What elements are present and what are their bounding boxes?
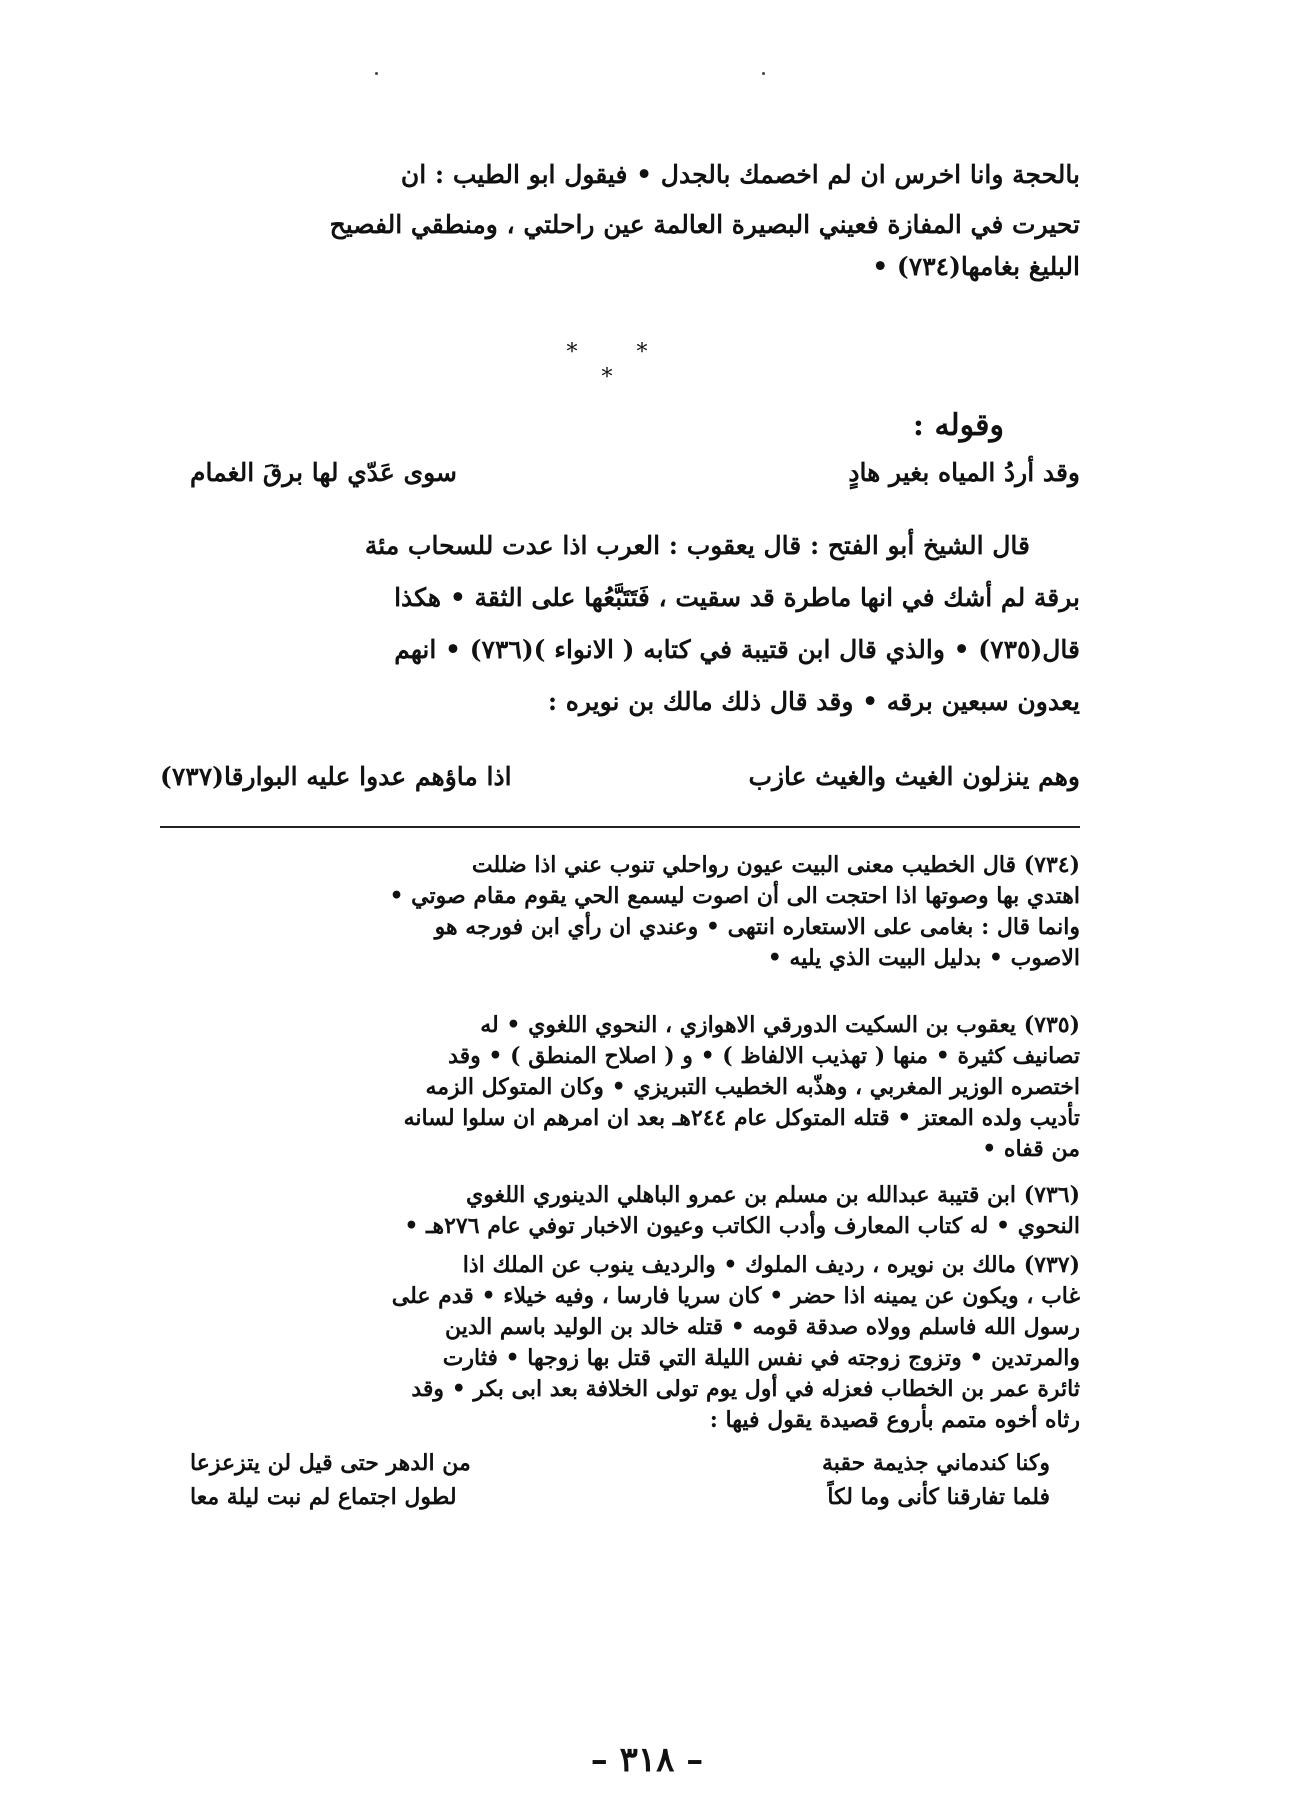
footnote-verse: [190, 1450, 1050, 1482]
footnote-line: (٧٣٥) يعقوب بن السكيت الدورقي الاهوازي ، النحوي اللغوي • له: [480, 1012, 1080, 1038]
footnote-line: رسول الله فاسلم وولاه صدقة قومه • قتله خالد بن الوليد باسم الدين: [444, 1314, 1080, 1340]
footnote-line: والمرتدين • وتزوج زوجته في نفس الليلة التي قتل بها زوجها • فثارت: [442, 1345, 1080, 1371]
text-line: تحيرت في المفازة فعيني البصيرة العالمة عين راحلتي ، ومنطقي الفصيح: [329, 210, 1080, 239]
footnote-line: النحوي • له كتاب المعارف وأدب الكاتب وعيون الاخبار توفي عام ٢٧٦هـ •: [404, 1213, 1080, 1239]
footnote-line: (٧٣٧) مالك بن نويره ، رديف الملوك • والرديف ينوب عن الملك اذا: [462, 1252, 1080, 1278]
verse-second-hemistich: من الدهر حتى قيل لن يتزعزعا: [190, 1450, 471, 1476]
footnote: [160, 850, 1080, 974]
text-line: بالحجة وانا اخرس ان لم اخصمك بالجدل • فيقول ابو الطيب : ان: [400, 160, 1080, 189]
footnote-line: اختصره الوزير المغربي ، وهذّبه الخطيب التبريزي • وكان المتوكل الزمه: [425, 1074, 1080, 1100]
footnote-line: تصانيف كثيرة • منها ( تهذيب الالفاظ ) • و ( اصلاح المنطق ) • وقد: [448, 1043, 1080, 1069]
verse-second-hemistich: سوى عَدّي لها برقَ الغمام: [190, 458, 457, 487]
verse-first-hemistich: وقد أردُ المياه بغير هادٍ: [848, 458, 1080, 487]
footnote-verse: [190, 1484, 1050, 1516]
commentary-paragraph: [160, 520, 1080, 728]
footnote-line: من قفاه •: [982, 1136, 1080, 1162]
footnote-line: تأديب ولده المعتز • قتله المتوكل عام ٢٤٤هـ بعد ان امرهم ان سلوا لسانه: [403, 1105, 1080, 1131]
footnote-line: غاب ، ويكون عن يمينه اذا حضر • كان سريا فارسا ، وفيه خيلاء • قدم على: [391, 1283, 1080, 1309]
verse-second-hemistich: اذا ماؤهم عدوا عليه البوارقا(٧٣٧): [160, 762, 512, 791]
footnote: [160, 1250, 1080, 1436]
text-line: يعدون سبعين برقه • وقد قال ذلك مالك بن نويره :: [547, 687, 1080, 716]
footnote-line: (٧٣٦) ابن قتيبة عبدالله بن مسلم بن عمرو الباهلي الدينوري اللغوي: [466, 1182, 1080, 1208]
footnote-line: اهتدي بها وصوتها اذا احتجت الى أن اصوت ليسمع الحي يقوم مقام صوتي •: [389, 883, 1080, 909]
verse-second-hemistich: لطول اجتماع لم نبت ليلة معا: [190, 1484, 457, 1510]
verse-first-hemistich: وكنا كندماني جذيمة حقبة: [822, 1450, 1050, 1476]
footnote-line: (٧٣٤) قال الخطيب معنى البيت عيون رواحلي تنوب عني اذا ضللت: [471, 852, 1080, 878]
top-paragraph-last-line: [160, 250, 1080, 283]
verse-first-hemistich: وهم ينزلون الغيث والغيث عازب: [748, 762, 1080, 791]
verse: [160, 458, 1080, 498]
footnote-line: ثائرة عمر بن الخطاب فعزله في أول يوم تولى الخلافة بعد ابى بكر • وقد: [411, 1376, 1080, 1402]
top-paragraph: [160, 150, 1080, 250]
scan-speck: [375, 72, 378, 75]
section-heading: وقوله :: [912, 408, 1004, 443]
section-separator: * * *: [566, 340, 674, 390]
verse: [160, 762, 1080, 802]
footnote-line: وانما قال : بغامى على الاستعاره انتهى • وعندي ان رأي ابن فورجه هو: [434, 914, 1080, 940]
footnote: [160, 1180, 1080, 1242]
text-line: قال(٧٣٥) • والذي قال ابن قتيبة في كتابه ( الانواء )(٧٣٦) • انهم: [394, 635, 1080, 664]
page-number: – ٣١٨ –: [590, 1740, 704, 1780]
footnote-line: الاصوب • بدليل البيت الذي يليه •: [767, 945, 1080, 971]
footnote-divider: [160, 826, 1080, 828]
verse-first-hemistich: فلما تفارقنا كأنى وما لكاً: [827, 1484, 1050, 1510]
text-line: برقة لم أشك في انها ماطرة قد سقيت ، فَتَتَبَّعُها على الثقة • هكذا: [394, 583, 1080, 612]
text-line: البليغ بغامها(٧٣٤) •: [872, 252, 1080, 281]
text-line: قال الشيخ أبو الفتح : قال يعقوب : العرب اذا عدت للسحاب مئة: [364, 531, 1030, 560]
scan-speck: [762, 72, 765, 75]
footnote: [160, 1010, 1080, 1165]
footnote-line: رثاه أخوه متمم بأروع قصيدة يقول فيها :: [709, 1407, 1080, 1433]
